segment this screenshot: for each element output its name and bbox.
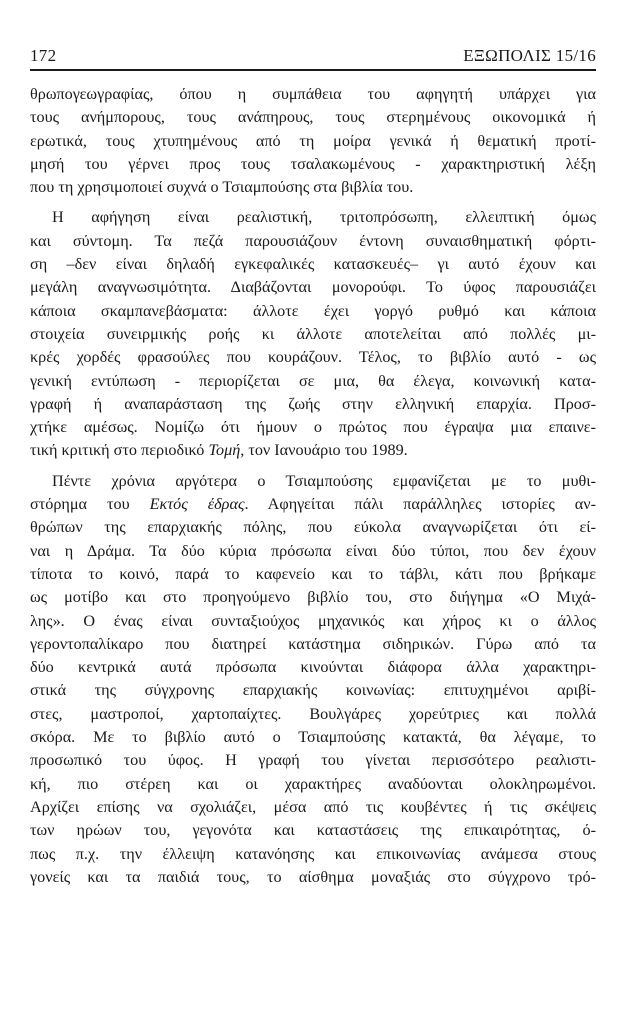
text-line: τική κριτική στο περιοδικό Τομή, τον Ιανουάριο του 1989. [30,441,408,460]
text-line: στόρημα του Εκτός έδρας. Αφηγείται πάλι παράλληλες ιστορίες αν- [30,495,596,514]
paragraph [30,83,596,199]
text-line: Πέντε χρόνια αργότερα ο Τσιαμπούσης εμφανίζεται με το μυθι- [52,471,596,490]
paragraph [30,470,596,889]
text-line: θρώπων της επαρχιακής πόλης, που εύκολα αναγνωρίζεται ότι εί- [30,518,596,537]
book-page [30,46,596,889]
text-line: τίποτα το κοινό, παρά το καφενείο και το τάβλι, κάτι που βρήκαμε [30,564,596,583]
page-header [30,46,596,71]
text-line: Αρχίζει επίσης να σχολιάζει, μέσα από τις κουβέντες ή τις σκέψεις [30,797,596,816]
text-line: χτήκε αμέσως. Νομίζω ότι ήμουν ο πρώτος που έγραψα μια επαινε- [30,418,596,437]
text-line: κρές χορδές φρασούλες που κουράζουν. Τέλος, το βιβλίο αυτό - ως [30,348,596,367]
running-title: ΕΞΩΠΟΛΙΣ 15/16 [463,46,596,65]
text-line: πως π.χ. την έλλειψη κατανόησης και επικοινωνίας ανάμεσα στους [30,844,596,863]
text-line: ερωτικά, τους χτυπημένους από τη μοίρα γενικά ή θεματική προτί- [30,131,596,150]
text-line: στες, μαστροποί, χαρτοπαίχτες. Βουλγάρες χορεύτριες και πολλά [30,704,596,723]
text-line: προσωπικό του ύφος. Η γραφή του γίνεται περισσότερο ρεαλιστι- [30,751,596,770]
text-line: Η αφήγηση είναι ρεαλιστική, τριτοπρόσωπη, ελλειπτική όμως [52,208,596,227]
text-line: γραφή ή αναπαράσταση της ζωής στην ελληνική επαρχία. Προσ- [30,394,596,413]
text-line: των ηρώων του, γεγονότα και καταστάσεις της επικαιρότητας, ό- [30,821,596,840]
text-line: γενική εντύπωση - περιορίζεται σε μια, θα έλεγα, κοινωνική κατα- [30,371,596,390]
page-number: 172 [30,46,57,65]
text-line: κάποια σκαμπανεβάσματα: άλλοτε έχει γοργό ρυθμό και κάποια [30,301,596,320]
text-line: γεροντοπαλίκαρο που διατηρεί κατάστημα σιδηρικών. Γύρω από τα [30,634,596,653]
text-line: ση –δεν είναι δηλαδή εγκεφαλικές κατασκευές– γι αυτό έχουν και [30,255,596,274]
paragraph [30,206,596,462]
text-line: μησή του γέρνει προς τους τσαλακωμένους - χαρακτηριστική λέξη [30,154,596,173]
text-line: στοιχεία συνειρμικής ροής κι άλλοτε αποτελείται από πολλές μι- [30,324,596,343]
text-line: λης». Ο ένας είναι συνταξιούχος μηχανικός και χήρος κι ο άλλος [30,611,596,630]
text-line: και σύντομη. Τα πεζά παρουσιάζουν έντονη συναισθηματική φόρτι- [30,231,596,250]
text-line: κή, πιο στέρεη και οι χαρακτήρες αναδύονται ολοκληρωμένοι. [30,774,596,793]
text-line: μεγάλη αναγνωσιμότητα. Διαβάζονται μονορούφι. Το ύφος παρουσιάζει [30,278,596,297]
text-line: γονείς και τα παιδιά τους, το αίσθημα μοναξιάς στο σύγχρονο τρό- [30,867,596,886]
text-line: ναι η Δράμα. Τα δύο κύρια πρόσωπα είναι δύο τύποι, που δεν έχουν [30,541,596,560]
text-line: τους ανήμπορους, τους ανάπηρους, τους στερημένους οικονομικά ή [30,108,596,127]
text-line: που τη χρησιμοποιεί συχνά ο Τσιαμπούσης στα βιβλία του. [30,178,414,197]
text-line: σκόρα. Με το βιβλίο αυτό ο Τσιαμπούσης κατακτά, θα λέγαμε, το [30,728,596,747]
body-text [30,83,596,889]
text-line: θρωπογεωγραφίας, όπου η συμπάθεια του αφηγητή υπάρχει για [30,85,596,103]
text-line: στικά της σύγχρονης επαρχιακής κοινωνίας: επιτυχημένοι αριβί- [30,681,596,700]
text-line: ως μοτίβο και στο προηγούμενο βιβλίο του, στο διήγημα «Ο Μιχά- [30,588,596,607]
text-line: δύο κεντρικά αυτά πρόσωπα κινούνται διάφορα άλλα χαρακτηρι- [30,658,596,677]
